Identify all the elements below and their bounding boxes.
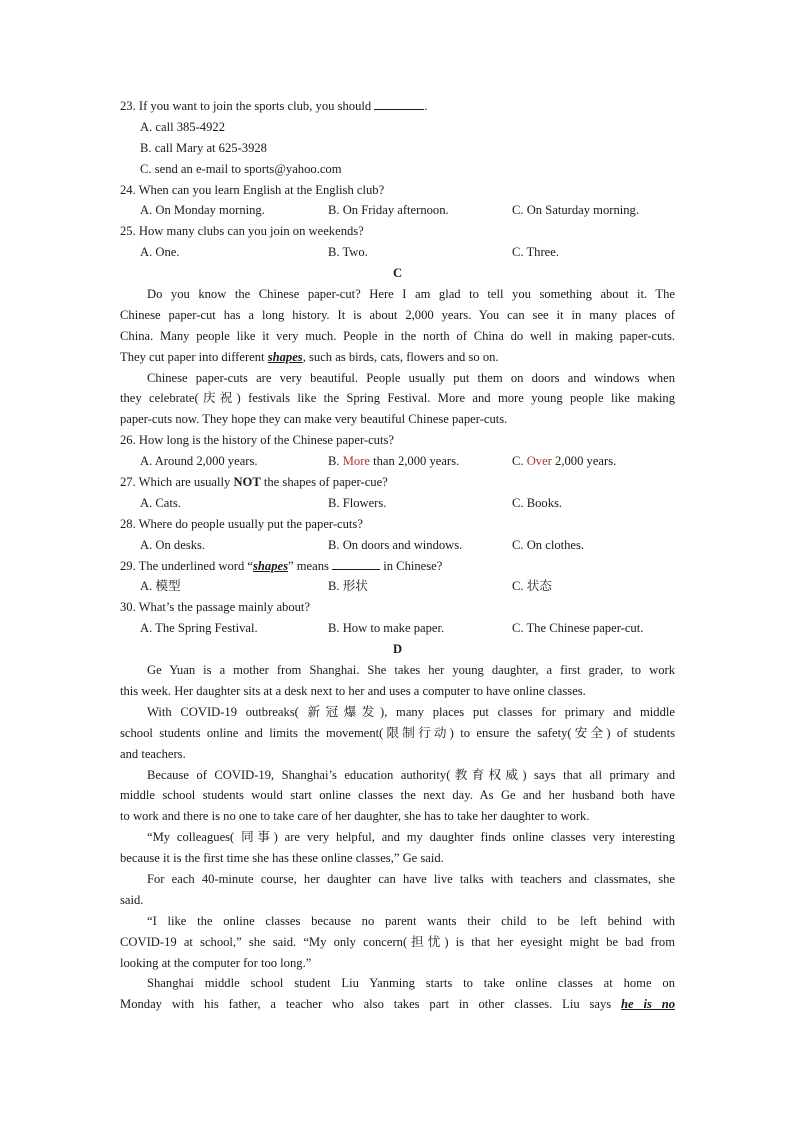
passage-line: Because of COVID-19, Shanghai’s education authority(教育权威) says that all primary and: [147, 767, 675, 782]
passage-line: Shanghai middle school student Liu Yanming starts to take online classes at home on: [147, 976, 675, 991]
highlighted-word: More: [342, 454, 370, 469]
q26-option-a[interactable]: A. Around 2,000 years.: [140, 454, 258, 469]
section-d-paragraph-1: [120, 660, 675, 702]
section-c-paragraph-1: [120, 284, 675, 368]
q28-option-b[interactable]: B. On doors and windows.: [328, 537, 463, 552]
q23-option-b[interactable]: B. call Mary at 625-3928: [140, 140, 267, 155]
q26-option-b[interactable]: [328, 451, 459, 472]
question-23: 23. If you want to join the sports club, you should .: [120, 99, 428, 113]
question-text: 27. Which are usually: [120, 475, 234, 490]
passage-line: to work and there is no one to take care of her daughter, she has to take her daughter to work.: [120, 809, 590, 824]
section-d-paragraph-2: [120, 702, 675, 765]
q30-option-c[interactable]: C. The Chinese paper-cut.: [512, 621, 644, 636]
highlighted-word: Over: [526, 454, 552, 469]
underlined-word-shapes: shapes: [253, 558, 289, 573]
q27-options: [120, 493, 675, 514]
q29-option-b[interactable]: B. 形状: [328, 579, 368, 594]
q27-option-c[interactable]: C. Books.: [512, 495, 563, 510]
passage-line: With COVID-19 outbreaks( 新冠爆发), many places put classes for primary and middle: [147, 704, 675, 719]
section-d-paragraph-4: [120, 827, 675, 869]
question-25: 25. How many clubs can you join on weekends?: [120, 224, 364, 239]
passage-line: [120, 347, 675, 368]
question-29: [120, 556, 675, 577]
passage-line: Chinese paper-cut has a long history. It is about 2,000 years. You can see it in many places of: [120, 307, 675, 322]
passage-line: looking at the computer for too long.”: [120, 955, 312, 970]
passage-line: For each 40-minute course, her daughter can have live talks with teachers and classmates, she: [147, 871, 675, 886]
q28-options: [120, 535, 675, 556]
passage-line: COVID-19 at school,” she said. “My only concern(担忧) is that her eyesight might be bad from: [120, 934, 675, 949]
question-text: in Chinese?: [380, 558, 443, 573]
answer-blank: [332, 557, 380, 570]
q25-option-a[interactable]: A. One.: [140, 245, 180, 260]
passage-text: They cut paper into different: [120, 349, 265, 364]
question-23-text: 23. If you want to join the sports club, you should: [120, 99, 372, 113]
q24-option-b[interactable]: B. On Friday afternoon.: [328, 203, 449, 218]
option-label: C.: [512, 454, 527, 469]
q24-option-c[interactable]: C. On Saturday morning.: [512, 203, 639, 218]
q25-option-b[interactable]: B. Two.: [328, 245, 368, 260]
section-d-paragraph-6: [120, 911, 675, 974]
q28-option-a[interactable]: A. On desks.: [140, 537, 206, 552]
passage-line: and teachers.: [120, 746, 186, 761]
q24-option-a[interactable]: A. On Monday morning.: [140, 203, 265, 218]
underlined-word-shapes: shapes: [267, 349, 303, 364]
passage-text: , such as birds, cats, flowers and so on.: [302, 349, 499, 364]
exam-page: [120, 96, 675, 1015]
question-26: 26. How long is the history of the Chinese paper-cuts?: [120, 433, 394, 448]
section-d-paragraph-3: [120, 765, 675, 828]
q23-option-a[interactable]: A. call 385-4922: [140, 119, 225, 134]
question-text: ” means: [288, 558, 329, 573]
q26-option-c[interactable]: [512, 451, 616, 472]
question-27: [120, 472, 675, 493]
q30-option-a[interactable]: A. The Spring Festival.: [140, 621, 258, 636]
q29-option-c[interactable]: C. 状态: [512, 579, 552, 594]
section-d-paragraph-5: [120, 869, 675, 911]
passage-line: middle school students would start online classes the next day. As Ge and her husband both have: [120, 788, 675, 803]
q30-options: [120, 618, 675, 639]
question-text: the shapes of paper-cue?: [260, 475, 388, 490]
passage-line: they celebrate(庆祝) festivals like the Spring Festival. More and more young people like making: [120, 391, 675, 406]
passage-line: said.: [120, 892, 144, 907]
passage-line: Chinese paper-cuts are very beautiful. People usually put them on doors and windows when: [147, 370, 675, 385]
option-text: than 2,000 years.: [369, 454, 460, 469]
passage-text: Monday with his father, a teacher who also takes part in other classes. Liu says: [120, 997, 612, 1012]
question-30: 30. What’s the passage mainly about?: [120, 600, 311, 615]
question-text: 29. The underlined word “: [120, 558, 254, 573]
option-label: B.: [328, 454, 343, 469]
question-28: 28. Where do people usually put the paper-cuts?: [120, 516, 363, 531]
question-24: 24. When can you learn English at the English club?: [120, 182, 385, 197]
q27-option-a[interactable]: A. Cats.: [140, 495, 181, 510]
q29-options: [120, 576, 675, 597]
passage-line: this week. Her daughter sits at a desk next to her and uses a computer to have online classes.: [120, 683, 586, 698]
section-d-heading: D: [392, 642, 403, 657]
option-text: 2,000 years.: [551, 454, 617, 469]
passage-line: “My colleagues( 同事) are very helpful, and my daughter finds online classes very interesting: [147, 830, 675, 845]
q30-option-b[interactable]: B. How to make paper.: [328, 621, 445, 636]
section-c-heading: C: [392, 266, 403, 281]
section-d-paragraph-7: [120, 973, 675, 1015]
q27-option-b[interactable]: B. Flowers.: [328, 495, 387, 510]
answer-blank: [374, 97, 424, 110]
passage-line: school students online and limits the movement(限制行动) to ensure the safety(安全) of students: [120, 725, 675, 740]
q23-option-c[interactable]: C. send an e-mail to sports@yahoo.com: [140, 161, 342, 176]
passage-line: [120, 994, 675, 1015]
emphasis-not: NOT: [233, 475, 261, 490]
q25-options: [120, 242, 675, 263]
section-c-paragraph-2: [120, 368, 675, 431]
q24-options: [120, 200, 675, 221]
passage-line: because it is the first time she has these online classes,” Ge said.: [120, 851, 444, 866]
underlined-phrase: he is no: [621, 997, 676, 1012]
passage-line: China. Many people like it very much. People in the north of China do well in making paper-cuts.: [120, 328, 675, 343]
q26-options: [120, 451, 675, 472]
q28-option-c[interactable]: C. On clothes.: [512, 537, 585, 552]
passage-line: Ge Yuan is a mother from Shanghai. She takes her young daughter, a first grader, to work: [147, 663, 675, 678]
passage-line: paper-cuts now. They hope they can make very beautiful Chinese paper-cuts.: [120, 412, 508, 427]
passage-line: Do you know the Chinese paper-cut? Here I am glad to tell you something about it. The: [147, 287, 675, 302]
q25-option-c[interactable]: C. Three.: [512, 245, 559, 260]
q29-option-a[interactable]: A. 模型: [140, 579, 181, 594]
passage-line: “I like the online classes because no parent wants their child to be left behind with: [147, 913, 675, 928]
